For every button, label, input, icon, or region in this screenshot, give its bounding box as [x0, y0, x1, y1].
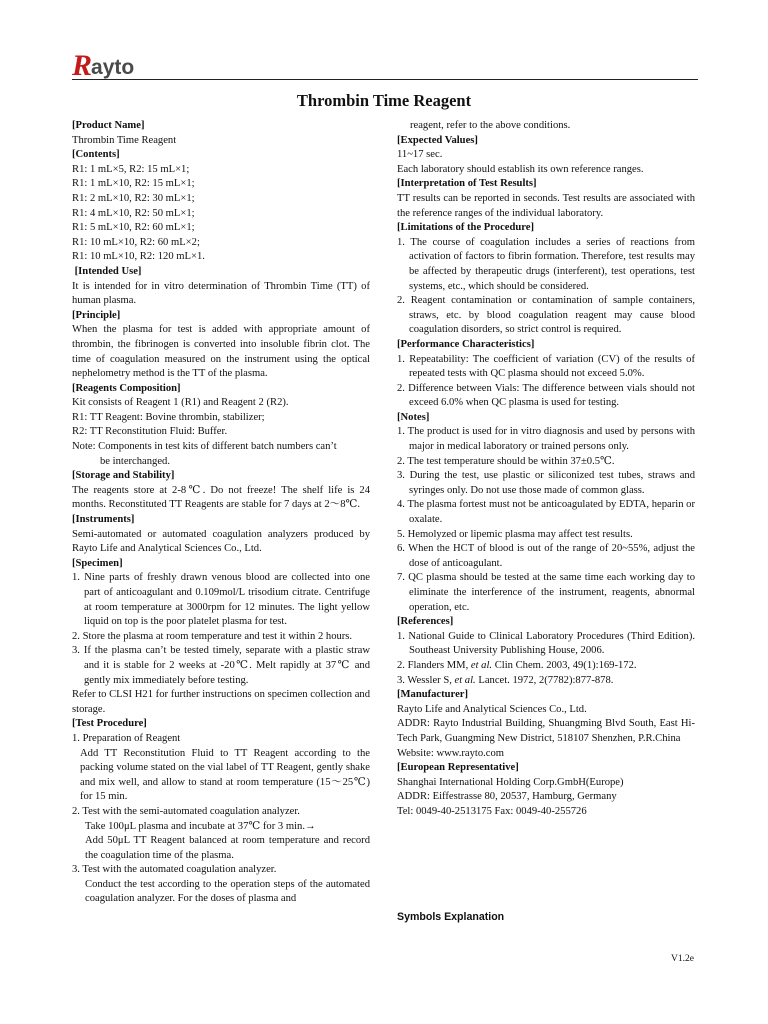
- section-heading: [Specimen]: [72, 557, 123, 569]
- paragraph: Add 50μL TT Reagent balanced at room temperature and record the coagulation time of the plasma.: [85, 835, 370, 861]
- paragraph: Rayto Life and Analytical Sciences Co., Ltd.: [397, 703, 587, 715]
- paragraph: 1. The course of coagulation includes a series of reactions from activation of factors to fibrin formation. Therefore, test results may be affected by therapeutic drugs (interferent), test operations, test systems, etc., which should be considered.: [397, 236, 695, 292]
- paragraph: Add TT Reconstitution Fluid to TT Reagent according to the packing volume stated on the vial label of TT Reagent, gently shake and mix well, and allow to stand at room temperature (15～25℃) for 15 min.: [80, 747, 370, 803]
- section-heading: [Test Procedure]: [72, 718, 147, 730]
- logo-wordmark: ayto: [91, 56, 135, 79]
- paragraph: R1: TT Reagent: Bovine thrombin, stabilizer;: [72, 411, 265, 423]
- paragraph: 2. Difference between Vials: The difference between vials should not exceed 6.0% when QC plasma is used for testing.: [397, 382, 695, 409]
- paragraph: Shanghai International Holding Corp.GmbH(Europe): [397, 776, 624, 788]
- paragraph: Kit consists of Reagent 1 (R1) and Reagent 2 (R2).: [72, 397, 289, 409]
- paragraph: Thrombin Time Reagent: [72, 134, 177, 146]
- section-heading: [Limitations of the Procedure]: [397, 222, 535, 234]
- version-label: V1.2e: [671, 954, 694, 964]
- paragraph: 3. During the test, use plastic or siliconized test tubes, straws and syringes only. Do not use those made of common glass.: [397, 470, 695, 496]
- paragraph: Each laboratory should establish its own reference ranges.: [397, 163, 644, 175]
- paragraph: Refer to CLSI H21 for further instructions on specimen collection and storage.: [72, 689, 370, 715]
- paragraph: 3. Wessler S, et al. Lancet. 1972, 2(7782):877-878.: [397, 674, 614, 686]
- paragraph: 6. When the HCT of blood is out of the range of 20~55%, adjust the dose of anticoagulant.: [397, 543, 695, 569]
- paragraph: 4. The plasma fortest must not be anticoagulated by EDTA, heparin or oxalate.: [397, 499, 695, 526]
- section-heading: [Manufacturer]: [397, 689, 468, 701]
- section-heading: [Intended Use]: [72, 265, 142, 277]
- section-heading: [Product Name]: [72, 120, 145, 131]
- paragraph: 1. The product is used for in vitro diagnosis and used by persons with major in medical laboratory or trained persons only.: [397, 426, 695, 453]
- paragraph: 3. If the plasma can’t be tested timely, separate with a plastic straw and it is stable for 2 weeks at -20℃. Melt rapidly at 37℃ and gently mix immediately before testing.: [72, 645, 370, 686]
- paragraph: 7. QC plasma should be tested at the same time each working day to eliminate the interference of the instrument, reagents, abnormal operation, etc.: [397, 572, 695, 613]
- section-heading: [Reagents Composition]: [72, 382, 181, 394]
- paragraph: 2. The test temperature should be within 37±0.5℃.: [397, 455, 615, 467]
- paragraph: Conduct the test according to the operation steps of the automated coagulation analyzer. For the doses of plasma and: [85, 878, 370, 905]
- paragraph: Note: Components in test kits of different batch numbers can’t: [72, 441, 337, 453]
- paragraph: ADDR: Eiffestrasse 80, 20537, Hamburg, Germany: [397, 791, 617, 803]
- right-column: [397, 119, 695, 820]
- rayto-logo: [72, 50, 134, 80]
- left-column: [72, 119, 370, 907]
- section-heading: [Expected Values]: [397, 134, 478, 146]
- paragraph: 1. National Guide to Clinical Laboratory Procedures (Third Edition). Southeast University Publishing House, 2006.: [397, 630, 695, 657]
- paragraph: 1. Repeatability: The coefficient of variation (CV) of the results of repeated tests with QC plasma should not exceed 5.0%.: [397, 353, 695, 380]
- paragraph: R1: 4 mL×10, R2: 50 mL×1;: [72, 207, 195, 219]
- paragraph: It is intended for in vitro determination of Thrombin Time (TT) of human plasma.: [72, 280, 370, 307]
- paragraph: R1: 2 mL×10, R2: 30 mL×1;: [72, 192, 195, 204]
- paragraph: 11~17 sec.: [397, 149, 443, 161]
- logo-r-mark: R: [72, 49, 91, 82]
- paragraph: R2: TT Reconstitution Fluid: Buffer.: [72, 426, 228, 438]
- paragraph: Website: www.rayto.com: [397, 747, 505, 759]
- symbols-explanation-heading: Symbols Explanation: [397, 911, 505, 923]
- paragraph: 5. Hemolyzed or lipemic plasma may affect test results.: [397, 528, 633, 540]
- paragraph: 2. Store the plasma at room temperature and test it within 2 hours.: [72, 630, 353, 642]
- section-heading: [Storage and Stability]: [72, 470, 175, 482]
- paragraph: The reagents store at 2-8℃. Do not freeze! The shelf life is 24 months. Reconstituted TT Reagents are stable for 7 days at 2～8℃.: [72, 484, 370, 511]
- section-heading: [Interpretation of Test Results]: [397, 178, 537, 190]
- paragraph: 3. Test with the automated coagulation analyzer.: [72, 864, 277, 876]
- paragraph: reagent, refer to the above conditions.: [410, 120, 571, 131]
- paragraph: Semi-automated or automated coagulation analyzers produced by Rayto Life and Analytical Sciences Co., Ltd.: [72, 528, 370, 555]
- section-heading: [European Representative]: [397, 762, 519, 774]
- paragraph: 1. Preparation of Reagent: [72, 732, 181, 744]
- header-rule: [72, 79, 698, 80]
- section-heading: [Performance Characteristics]: [397, 338, 535, 350]
- paragraph: 2. Flanders MM, et al. Clin Chem. 2003, 49(1):169-172.: [397, 659, 637, 671]
- paragraph: R1: 1 mL×5, R2: 15 mL×1;: [72, 163, 190, 175]
- paragraph: 1. Nine parts of freshly drawn venous blood are collected into one part of anticoagulant and 0.109mol/L trisodium citrate. Centrifuge at room temperature at 3000rpm for 12 minutes. The light yellow liquid on top is the poor platelet plasma for test.: [72, 572, 370, 628]
- page-title: Thrombin Time Reagent: [296, 91, 472, 110]
- paragraph: ADDR: Rayto Industrial Building, Shuangming Blvd South, East Hi-Tech Park, Guangming New District, 518107 Shenzhen, P.R.China: [397, 718, 695, 744]
- paragraph: R1: 1 mL×10, R2: 15 mL×1;: [72, 178, 195, 190]
- paragraph: TT results can be reported in seconds. Test results are associated with the reference ranges of the individual laboratory.: [397, 192, 695, 219]
- paragraph: R1: 10 mL×10, R2: 60 mL×2;: [72, 236, 200, 248]
- section-heading: [Contents]: [72, 149, 120, 161]
- paragraph: Take 100μL plasma and incubate at 37℃ for 3 min.→: [85, 820, 316, 832]
- paragraph: 2. Test with the semi-automated coagulation analyzer.: [72, 805, 300, 817]
- section-heading: [Instruments]: [72, 514, 135, 526]
- section-heading: [References]: [397, 616, 454, 628]
- paragraph: Tel: 0049-40-2513175 Fax: 0049-40-255726: [397, 805, 587, 817]
- paragraph: When the plasma for test is added with appropriate amount of thrombin, the fibrinogen is converted into insoluble fibrin clot. The time of coagulation measured on the instrument using the optical nephelometry method is the TT of the plasma.: [72, 324, 370, 380]
- paragraph: R1: 10 mL×10, R2: 120 mL×1.: [72, 251, 205, 263]
- paragraph: be interchanged.: [100, 455, 171, 467]
- paragraph: 2. Reagent contamination or contamination of sample containers, straws, etc. by blood coagulation reagent may cause blood coagulation disorders, so strict control is required.: [397, 295, 695, 336]
- section-heading: [Notes]: [397, 411, 430, 423]
- paragraph: R1: 5 mL×10, R2: 60 mL×1;: [72, 222, 195, 234]
- section-heading: [Principle]: [72, 309, 121, 321]
